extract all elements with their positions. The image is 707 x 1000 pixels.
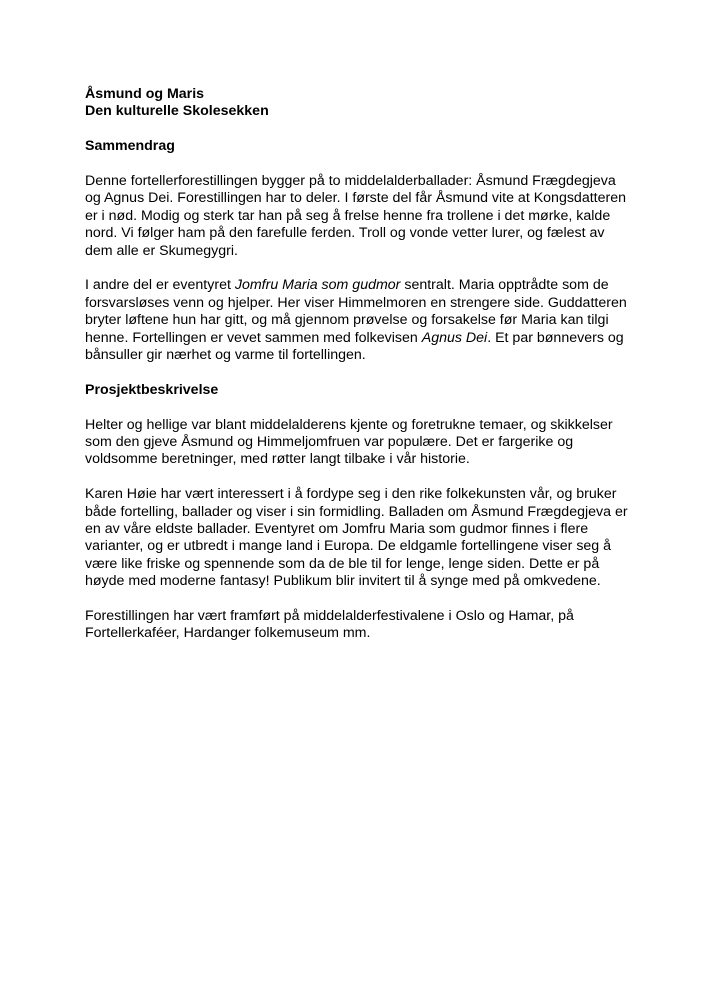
- document-title-line-2: Den kulturelle Skolesekken: [85, 103, 269, 120]
- section-heading-prosjektbeskrivelse: Prosjektbeskrivelse: [85, 381, 219, 398]
- text-run: I andre del er eventyret: [85, 277, 235, 294]
- document-content: [85, 86, 628, 660]
- italic-text-run: Jomfru Maria som gudmor: [234, 277, 401, 294]
- text-run: Karen Høie har vært interessert i å fordype seg i den rike folkekunsten vår, og bruker både fortelling, ballader og viser i sin formidling. Balladen om Åsmund Frægdegjeva er en av våre eldste ballader. Eventyret om Jomfru Maria som gudmor finnes i flere varianter, og er utbredt i mange land i Europa. De eldgamle fortellingene viser seg å være like friske og spennende som da de ble til for lenge, lenge siden. Dette er på høyde med moderne fantasy! Publikum blir invitert til å synge med på omkvedene.: [85, 486, 628, 590]
- paragraph-sammendrag-2: [85, 277, 628, 364]
- text-run: Denne fortellerforestillingen bygger på to middelalderballader: Åsmund Frægdegjeva og Agnus Dei. Forestillingen har to deler. I første del får Åsmund vite at Kongsdatteren er i nød. Modig og sterk tar han på seg å frelse henne fra trollene i det mørke, kalde nord. Vi følger ham på den farefulle ferden. Troll og vonde vetter lurer, og fælest av dem alle er Skumegygri.: [85, 173, 626, 259]
- document-title-line-1: Åsmund og Maris: [85, 86, 205, 102]
- paragraph-prosjekt-2: [85, 486, 628, 590]
- text-run: . Et par bønnevers og bånsuller gir nærhet og varme til fortellingen.: [85, 329, 624, 364]
- paragraph-prosjekt-1: [85, 417, 628, 469]
- text-run: sentralt. Maria opptrådte som de forsvarsløses venn og hjelper. Her viser Himmelmoren en strengere side. Guddatteren bryter løftene hun har gitt, og må gjennom prøvelse og forsakelse før Maria kan tilgi henne. Fortellingen er vevet sammen med folkevisen: [85, 277, 627, 346]
- section-heading-sammendrag: Sammendrag: [85, 138, 175, 155]
- paragraph-sammendrag-1: [85, 173, 628, 260]
- italic-text-run: Agnus Dei: [421, 329, 488, 346]
- text-run: Helter og hellige var blant middelalderens kjente og foretrukne temaer, og skikkelser som den gjeve Åsmund og Himmeljomfruen var populære. Det er fargerike og voldsomme beretninger, med røtter langt tilbake i vår historie.: [85, 416, 613, 468]
- document-title-block: [85, 86, 628, 121]
- paragraph-prosjekt-3: [85, 608, 628, 643]
- text-run: Forestillingen har vært framført på middelalderfestivalene i Oslo og Hamar, på Fortellerkaféer, Hardanger folkemuseum mm.: [85, 608, 574, 642]
